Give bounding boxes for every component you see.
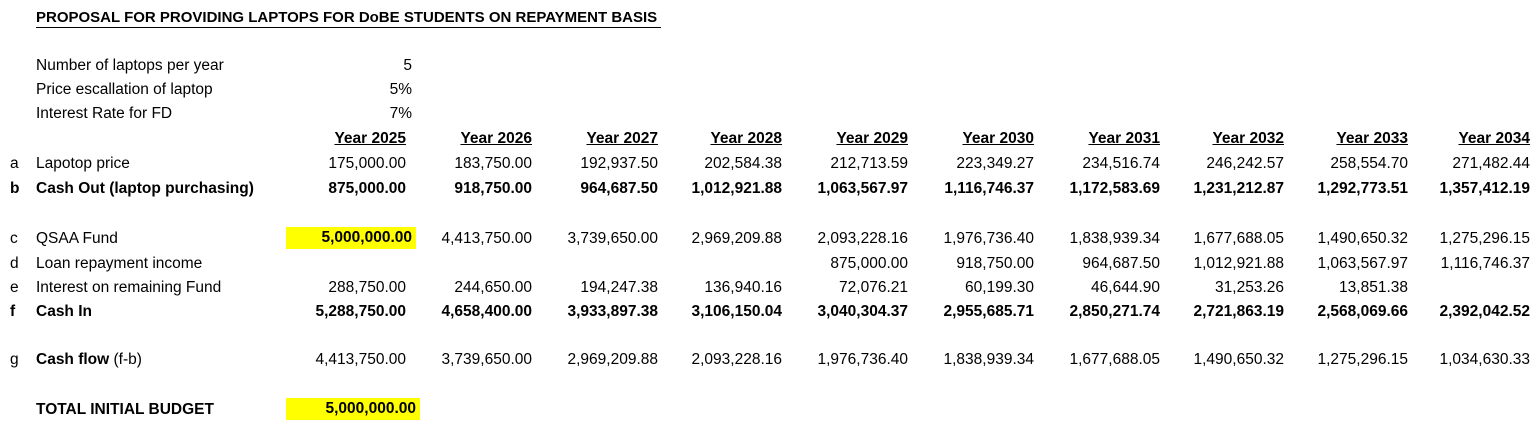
cell-a-6[interactable]: 223,349.27 (956, 155, 1034, 172)
cell-d-10[interactable]: 1,116,746.37 (1440, 255, 1530, 272)
cell-e-8[interactable]: 31,253.26 (1215, 279, 1284, 296)
row-letter-b: b (10, 180, 20, 197)
cell-a-7[interactable]: 234,516.74 (1082, 155, 1160, 172)
cell-c-1[interactable]: 5,000,000.00 (286, 227, 416, 249)
cell-f-4[interactable]: 3,106,150.04 (691, 303, 782, 320)
cell-e-3[interactable]: 194,247.38 (580, 279, 658, 296)
param-value-interest[interactable]: 7% (389, 105, 412, 122)
cell-c-3[interactable]: 3,739,650.00 (567, 230, 658, 247)
cell-g-10[interactable]: 1,034,630.33 (1439, 351, 1530, 368)
cell-b-2[interactable]: 918,750.00 (454, 180, 532, 197)
cell-e-9[interactable]: 13,851.38 (1339, 279, 1408, 296)
cash-flow-label-text: Cash flow (36, 351, 110, 368)
cell-c-9[interactable]: 1,490,650.32 (1317, 230, 1408, 247)
cell-f-1[interactable]: 5,288,750.00 (315, 303, 406, 320)
row-label-cash-in: Cash In (36, 303, 92, 320)
row-label-laptop-price: Lapotop price (36, 155, 130, 172)
cell-d-8[interactable]: 1,012,921.88 (1193, 255, 1284, 272)
cell-e-1[interactable]: 288,750.00 (328, 279, 406, 296)
cell-a-4[interactable]: 202,584.38 (704, 155, 782, 172)
cell-g-4[interactable]: 2,093,228.16 (691, 351, 782, 368)
cell-g-8[interactable]: 1,490,650.32 (1193, 351, 1284, 368)
cell-c-7[interactable]: 1,838,939.34 (1069, 230, 1160, 247)
cell-f-8[interactable]: 2,721,863.19 (1193, 303, 1284, 320)
cell-b-7[interactable]: 1,172,583.69 (1069, 180, 1160, 197)
row-letter-g: g (10, 351, 19, 368)
row-letter-f: f (10, 303, 16, 320)
cell-d-5[interactable]: 875,000.00 (830, 255, 908, 272)
cell-c-10[interactable]: 1,275,296.15 (1439, 230, 1530, 247)
cell-d-7[interactable]: 964,687.50 (1082, 255, 1160, 272)
cell-d-6[interactable]: 918,750.00 (956, 255, 1034, 272)
row-label-cash-out: Cash Out (laptop purchasing) (36, 180, 254, 197)
cell-a-1[interactable]: 175,000.00 (328, 155, 406, 172)
year-header-4[interactable]: Year 2028 (710, 130, 782, 147)
cell-f-7[interactable]: 2,850,271.74 (1069, 303, 1160, 320)
cell-a-2[interactable]: 183,750.00 (454, 155, 532, 172)
cell-g-1[interactable]: 4,413,750.00 (315, 351, 406, 368)
cell-e-5[interactable]: 72,076.21 (839, 279, 908, 296)
year-header-2[interactable]: Year 2026 (460, 130, 532, 147)
cell-b-3[interactable]: 964,687.50 (580, 180, 658, 197)
cash-flow-label-suffix: (f-b) (109, 351, 142, 368)
cell-f-9[interactable]: 2,568,069.66 (1317, 303, 1408, 320)
cell-b-5[interactable]: 1,063,567.97 (817, 180, 908, 197)
sheet-title: PROPOSAL FOR PROVIDING LAPTOPS FOR DoBE STUDENTS ON REPAYMENT BASIS (36, 9, 661, 28)
row-label-interest-remaining: Interest on remaining Fund (36, 279, 222, 296)
cell-c-2[interactable]: 4,413,750.00 (441, 230, 532, 247)
row-letter-a: a (10, 155, 19, 172)
cell-e-7[interactable]: 46,644.90 (1091, 279, 1160, 296)
cell-f-2[interactable]: 4,658,400.00 (441, 303, 532, 320)
param-value-laptops[interactable]: 5 (403, 57, 412, 74)
cell-b-8[interactable]: 1,231,212.87 (1193, 180, 1284, 197)
year-header-7[interactable]: Year 2031 (1088, 130, 1160, 147)
row-label-qsaa-fund: QSAA Fund (36, 230, 118, 247)
row-letter-c: c (10, 230, 18, 247)
row-label-loan-repayment: Loan repayment income (36, 255, 203, 272)
cell-a-9[interactable]: 258,554.70 (1330, 155, 1408, 172)
cell-b-9[interactable]: 1,292,773.51 (1317, 180, 1408, 197)
cell-b-6[interactable]: 1,116,746.37 (944, 180, 1034, 197)
row-label-cash-flow (36, 351, 142, 369)
year-header-5[interactable]: Year 2029 (836, 130, 908, 147)
param-label-escalation: Price escallation of laptop (36, 81, 213, 98)
cell-a-5[interactable]: 212,713.59 (830, 155, 908, 172)
year-header-1[interactable]: Year 2025 (334, 130, 406, 147)
cell-g-9[interactable]: 1,275,296.15 (1317, 351, 1408, 368)
total-budget-value[interactable]: 5,000,000.00 (286, 398, 420, 420)
year-header-8[interactable]: Year 2032 (1212, 130, 1284, 147)
year-header-9[interactable]: Year 2033 (1336, 130, 1408, 147)
cell-d-9[interactable]: 1,063,567.97 (1317, 255, 1408, 272)
cell-g-2[interactable]: 3,739,650.00 (441, 351, 532, 368)
cell-g-3[interactable]: 2,969,209.88 (567, 351, 658, 368)
total-budget-label: TOTAL INITIAL BUDGET (36, 401, 214, 418)
cell-b-4[interactable]: 1,012,921.88 (691, 180, 782, 197)
year-header-10[interactable]: Year 2034 (1458, 130, 1530, 147)
cell-c-4[interactable]: 2,969,209.88 (691, 230, 782, 247)
cell-c-8[interactable]: 1,677,688.05 (1193, 230, 1284, 247)
cell-g-5[interactable]: 1,976,736.40 (817, 351, 908, 368)
cell-g-6[interactable]: 1,838,939.34 (943, 351, 1034, 368)
param-label-laptops: Number of laptops per year (36, 57, 224, 74)
cell-c-5[interactable]: 2,093,228.16 (817, 230, 908, 247)
cell-e-4[interactable]: 136,940.16 (704, 279, 782, 296)
cell-e-6[interactable]: 60,199.30 (965, 279, 1034, 296)
cell-e-2[interactable]: 244,650.00 (454, 279, 532, 296)
param-label-interest: Interest Rate for FD (36, 105, 173, 122)
cell-a-10[interactable]: 271,482.44 (1452, 155, 1530, 172)
cell-f-6[interactable]: 2,955,685.71 (943, 303, 1034, 320)
year-header-3[interactable]: Year 2027 (586, 130, 658, 147)
cell-f-5[interactable]: 3,040,304.37 (817, 303, 908, 320)
cell-b-10[interactable]: 1,357,412.19 (1439, 180, 1530, 197)
year-header-6[interactable]: Year 2030 (962, 130, 1034, 147)
cell-a-3[interactable]: 192,937.50 (580, 155, 658, 172)
cell-f-10[interactable]: 2,392,042.52 (1439, 303, 1530, 320)
cell-f-3[interactable]: 3,933,897.38 (567, 303, 658, 320)
cell-a-8[interactable]: 246,242.57 (1206, 155, 1284, 172)
row-letter-e: e (10, 279, 19, 296)
cell-c-6[interactable]: 1,976,736.40 (943, 230, 1034, 247)
row-letter-d: d (10, 255, 19, 272)
param-value-escalation[interactable]: 5% (389, 81, 412, 98)
cell-g-7[interactable]: 1,677,688.05 (1069, 351, 1160, 368)
cell-b-1[interactable]: 875,000.00 (328, 180, 406, 197)
